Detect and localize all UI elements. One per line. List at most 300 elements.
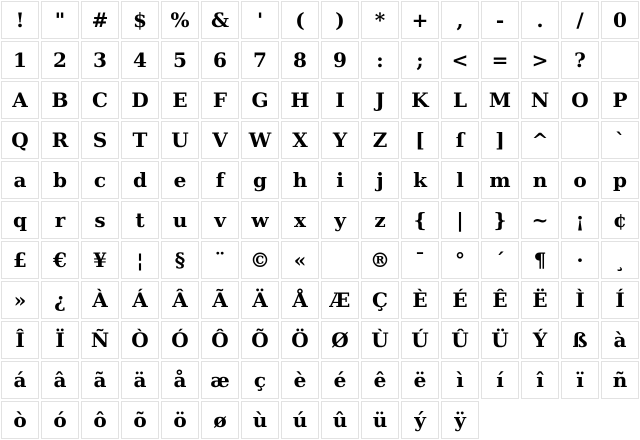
glyph-cell (321, 1, 359, 39)
glyph: ° (455, 248, 465, 272)
glyph-cell (121, 241, 159, 279)
glyph: ` (615, 128, 625, 152)
glyph: ' (256, 8, 264, 32)
empty-glyph-cell (561, 121, 599, 159)
glyph-cell (321, 41, 359, 79)
glyph-cell (201, 401, 239, 439)
glyph-cell (81, 81, 119, 119)
glyph: ] (495, 128, 505, 152)
glyph: ¢ (613, 208, 627, 232)
glyph: r (54, 208, 66, 232)
glyph: Ü (491, 328, 509, 352)
glyph-cell (1, 321, 39, 359)
glyph: R (51, 128, 69, 152)
glyph: - (495, 8, 505, 32)
glyph-cell (561, 321, 599, 359)
glyph: ß (572, 328, 588, 352)
glyph: ã (93, 368, 107, 392)
glyph: ~ (531, 208, 549, 232)
glyph-cell (521, 1, 559, 39)
glyph-cell (401, 1, 439, 39)
glyph-cell (201, 281, 239, 319)
glyph-cell (81, 201, 119, 239)
glyph: ſ (455, 128, 465, 152)
glyph: E (172, 88, 188, 112)
glyph: 5 (173, 48, 187, 72)
glyph: h (292, 168, 308, 192)
glyph-row (0, 120, 640, 160)
glyph-cell (201, 81, 239, 119)
glyph-cell (401, 241, 439, 279)
glyph-cell (561, 281, 599, 319)
glyph: Û (451, 328, 469, 352)
glyph-cell (121, 41, 159, 79)
glyph: Z (372, 128, 388, 152)
glyph: P (612, 88, 628, 112)
glyph: | (456, 208, 464, 232)
glyph-row (0, 280, 640, 320)
glyph-cell (321, 121, 359, 159)
glyph-row (0, 200, 640, 240)
glyph: # (91, 8, 109, 32)
glyph: á (13, 368, 27, 392)
glyph: Í (615, 288, 625, 312)
glyph: Ò (131, 328, 149, 352)
glyph-cell (481, 81, 519, 119)
glyph-cell (1, 281, 39, 319)
glyph: D (131, 88, 149, 112)
glyph: ® (370, 248, 390, 272)
glyph-cell (121, 1, 159, 39)
glyph: Ñ (90, 328, 110, 352)
glyph-cell (41, 161, 79, 199)
glyph-cell (481, 241, 519, 279)
glyph-cell (321, 281, 359, 319)
glyph: Î (15, 328, 25, 352)
glyph-cell (441, 81, 479, 119)
glyph: c (93, 168, 107, 192)
glyph-cell (201, 121, 239, 159)
glyph: Ø (331, 328, 349, 352)
glyph: J (375, 88, 385, 112)
glyph: H (290, 88, 310, 112)
glyph: W (248, 128, 272, 152)
glyph-cell (241, 281, 279, 319)
glyph: & (210, 8, 230, 32)
glyph: é (333, 368, 347, 392)
glyph: ¥ (93, 248, 107, 272)
glyph: ì (456, 368, 464, 392)
glyph-cell (521, 41, 559, 79)
glyph: L (452, 88, 468, 112)
glyph-cell (401, 281, 439, 319)
glyph: § (174, 248, 186, 272)
glyph: , (456, 8, 464, 32)
glyph: * (374, 8, 386, 32)
glyph: ¿ (54, 288, 66, 312)
glyph: ü (372, 408, 388, 432)
glyph-cell (401, 121, 439, 159)
glyph-cell (441, 281, 479, 319)
glyph-cell (361, 1, 399, 39)
glyph-cell (481, 361, 519, 399)
glyph-cell (281, 241, 319, 279)
glyph: ) (335, 8, 345, 32)
glyph: d (133, 168, 147, 192)
glyph: q (13, 208, 27, 232)
glyph-row (0, 80, 640, 120)
glyph-cell (361, 201, 399, 239)
glyph: è (293, 368, 307, 392)
glyph-cell (481, 1, 519, 39)
glyph: ë (413, 368, 427, 392)
glyph-cell (121, 161, 159, 199)
glyph: â (53, 368, 67, 392)
glyph: ´ (495, 248, 505, 272)
glyph: » (13, 288, 27, 312)
glyph: + (411, 8, 429, 32)
glyph: " (54, 8, 66, 32)
glyph: [ (415, 128, 425, 152)
glyph: Â (172, 288, 188, 312)
glyph-cell (361, 41, 399, 79)
glyph-cell (41, 81, 79, 119)
glyph: p (613, 168, 627, 192)
glyph: 9 (333, 48, 347, 72)
glyph-cell (41, 1, 79, 39)
glyph-cell (161, 361, 199, 399)
glyph-cell (561, 361, 599, 399)
glyph-cell (241, 81, 279, 119)
glyph: ^ (531, 128, 549, 152)
glyph: À (92, 288, 108, 312)
glyph: Õ (251, 328, 269, 352)
glyph: T (132, 128, 148, 152)
glyph-cell (281, 41, 319, 79)
glyph-cell (601, 81, 639, 119)
glyph-cell (161, 121, 199, 159)
glyph: È (412, 288, 428, 312)
glyph-cell (441, 361, 479, 399)
glyph-cell (1, 81, 39, 119)
glyph: ¦ (136, 248, 144, 272)
glyph-row (0, 40, 640, 80)
glyph-cell (441, 161, 479, 199)
glyph: x (294, 208, 306, 232)
glyph-cell (401, 81, 439, 119)
glyph: Å (292, 288, 308, 312)
glyph-cell (361, 241, 399, 279)
glyph: I (335, 88, 345, 112)
glyph-cell (361, 361, 399, 399)
glyph-cell (281, 1, 319, 39)
glyph-cell (401, 401, 439, 439)
glyph: ï (576, 368, 584, 392)
glyph-cell (41, 361, 79, 399)
glyph-cell (41, 41, 79, 79)
glyph-cell (161, 161, 199, 199)
glyph: ú (292, 408, 308, 432)
glyph-cell (281, 121, 319, 159)
glyph: N (530, 88, 550, 112)
glyph-cell (441, 321, 479, 359)
glyph-cell (401, 201, 439, 239)
glyph: j (376, 168, 384, 192)
glyph-cell (601, 121, 639, 159)
glyph: Á (132, 288, 148, 312)
glyph-cell (1, 161, 39, 199)
glyph-cell (161, 321, 199, 359)
empty-glyph-cell (601, 41, 639, 79)
glyph-cell (241, 401, 279, 439)
glyph: X (292, 128, 308, 152)
glyph-cell (601, 241, 639, 279)
glyph-cell (321, 361, 359, 399)
glyph: ¶ (533, 248, 547, 272)
glyph: o (573, 168, 587, 192)
glyph-cell (121, 321, 159, 359)
glyph-cell (81, 41, 119, 79)
glyph-cell (81, 161, 119, 199)
glyph-cell (281, 321, 319, 359)
glyph: / (576, 8, 584, 32)
glyph: ÿ (454, 408, 466, 432)
glyph: S (92, 128, 108, 152)
glyph: 6 (213, 48, 227, 72)
glyph: . (536, 8, 544, 32)
glyph: ; (416, 48, 424, 72)
glyph-cell (441, 1, 479, 39)
glyph: C (92, 88, 108, 112)
glyph: Ä (252, 288, 268, 312)
glyph-cell (41, 401, 79, 439)
glyph: ô (93, 408, 107, 432)
glyph: å (173, 368, 187, 392)
empty-glyph-cell (321, 241, 359, 279)
glyph-cell (561, 161, 599, 199)
glyph: g (253, 168, 267, 192)
glyph-cell (281, 281, 319, 319)
glyph: Ï (55, 328, 65, 352)
glyph: n (532, 168, 548, 192)
glyph: < (451, 48, 469, 72)
glyph: O (571, 88, 589, 112)
glyph: 3 (93, 48, 107, 72)
glyph-cell (121, 361, 159, 399)
glyph: ¡ (575, 208, 585, 232)
glyph-cell (201, 361, 239, 399)
glyph: ç (253, 368, 267, 392)
glyph: w (251, 208, 269, 232)
glyph: M (488, 88, 512, 112)
glyph-row (0, 400, 640, 440)
glyph: ó (53, 408, 67, 432)
glyph-cell (201, 41, 239, 79)
glyph: Ã (212, 288, 228, 312)
glyph-cell (601, 281, 639, 319)
glyph-cell (1, 201, 39, 239)
glyph: à (613, 328, 627, 352)
glyph: 2 (53, 48, 67, 72)
glyph: ? (574, 48, 586, 72)
glyph-cell (161, 241, 199, 279)
glyph: V (212, 128, 228, 152)
glyph-cell (81, 321, 119, 359)
glyph: ! (15, 8, 25, 32)
glyph-cell (521, 361, 559, 399)
glyph: G (251, 88, 269, 112)
glyph: m (489, 168, 511, 192)
glyph: { (413, 208, 427, 232)
glyph-cell (201, 201, 239, 239)
glyph: õ (133, 408, 147, 432)
glyph: ¸ (615, 248, 625, 272)
glyph: Y (332, 128, 348, 152)
glyph-row (0, 160, 640, 200)
glyph-cell (41, 281, 79, 319)
glyph-cell (241, 361, 279, 399)
glyph: Ô (211, 328, 229, 352)
glyph-cell (481, 161, 519, 199)
glyph: U (171, 128, 189, 152)
glyph-cell (481, 321, 519, 359)
glyph-cell (281, 361, 319, 399)
glyph: Ù (371, 328, 389, 352)
glyph: z (374, 208, 386, 232)
glyph: í (496, 368, 504, 392)
glyph: î (536, 368, 544, 392)
glyph-cell (161, 401, 199, 439)
glyph: « (293, 248, 307, 272)
glyph: Ë (532, 288, 548, 312)
glyph-cell (81, 241, 119, 279)
glyph-cell (321, 201, 359, 239)
glyph: € (53, 248, 67, 272)
glyph: 0 (613, 8, 627, 32)
glyph-cell (321, 161, 359, 199)
glyph-cell (81, 121, 119, 159)
glyph-cell (81, 281, 119, 319)
glyph-cell (481, 281, 519, 319)
glyph-cell (81, 361, 119, 399)
glyph: 1 (13, 48, 27, 72)
glyph-cell (241, 161, 279, 199)
glyph-cell (121, 201, 159, 239)
glyph: Æ (329, 288, 351, 312)
glyph: Ê (492, 288, 508, 312)
glyph-cell (521, 321, 559, 359)
glyph: t (135, 208, 145, 232)
glyph: : (376, 48, 384, 72)
glyph-cell (121, 81, 159, 119)
glyph-cell (601, 1, 639, 39)
glyph: ä (133, 368, 147, 392)
glyph-cell (41, 321, 79, 359)
glyph-cell (601, 161, 639, 199)
glyph-cell (361, 81, 399, 119)
glyph-cell (241, 121, 279, 159)
glyph-cell (1, 41, 39, 79)
glyph: Ý (532, 328, 548, 352)
glyph-cell (441, 241, 479, 279)
glyph: e (173, 168, 187, 192)
glyph: u (172, 208, 188, 232)
glyph-cell (161, 1, 199, 39)
glyph-row (0, 240, 640, 280)
glyph: K (411, 88, 429, 112)
glyph: = (491, 48, 509, 72)
glyph-row (0, 320, 640, 360)
glyph-cell (441, 41, 479, 79)
glyph: · (576, 248, 584, 272)
glyph-cell (81, 1, 119, 39)
glyph-cell (201, 161, 239, 199)
glyph: ù (252, 408, 268, 432)
glyph-cell (561, 41, 599, 79)
glyph: © (250, 248, 270, 272)
glyph-cell (441, 121, 479, 159)
glyph-cell (81, 401, 119, 439)
glyph-cell (601, 201, 639, 239)
glyph-cell (521, 201, 559, 239)
glyph-cell (121, 401, 159, 439)
glyph-cell (561, 241, 599, 279)
glyph-cell (401, 321, 439, 359)
glyph: B (51, 88, 69, 112)
glyph: y (334, 208, 346, 232)
glyph: æ (210, 368, 230, 392)
glyph-cell (241, 241, 279, 279)
glyph: É (452, 288, 468, 312)
glyph: a (13, 168, 27, 192)
glyph-cell (481, 201, 519, 239)
glyph-cell (41, 241, 79, 279)
glyph-cell (401, 361, 439, 399)
glyph: 7 (253, 48, 267, 72)
glyph: > (531, 48, 549, 72)
glyph: ñ (612, 368, 628, 392)
glyph-cell (321, 81, 359, 119)
glyph: $ (133, 8, 147, 32)
glyph-cell (521, 81, 559, 119)
glyph-cell (161, 281, 199, 319)
glyph-cell (361, 321, 399, 359)
glyph-cell (321, 401, 359, 439)
glyph: ¯ (415, 248, 425, 272)
glyph-cell (121, 121, 159, 159)
glyph: ò (13, 408, 27, 432)
glyph-cell (401, 41, 439, 79)
glyph-cell (1, 401, 39, 439)
glyph-cell (601, 321, 639, 359)
glyph-cell (601, 361, 639, 399)
glyph-cell (241, 1, 279, 39)
glyph: } (493, 208, 507, 232)
glyph: i (336, 168, 344, 192)
glyph: A (12, 88, 28, 112)
glyph-row (0, 0, 640, 40)
glyph: f (215, 168, 225, 192)
glyph: v (214, 208, 226, 232)
glyph: Ó (171, 328, 189, 352)
glyph-cell (1, 361, 39, 399)
glyph: Ç (372, 288, 388, 312)
glyph: Ì (575, 288, 585, 312)
glyph-cell (161, 41, 199, 79)
glyph-cell (481, 121, 519, 159)
glyph-cell (201, 241, 239, 279)
glyph: 4 (133, 48, 147, 72)
